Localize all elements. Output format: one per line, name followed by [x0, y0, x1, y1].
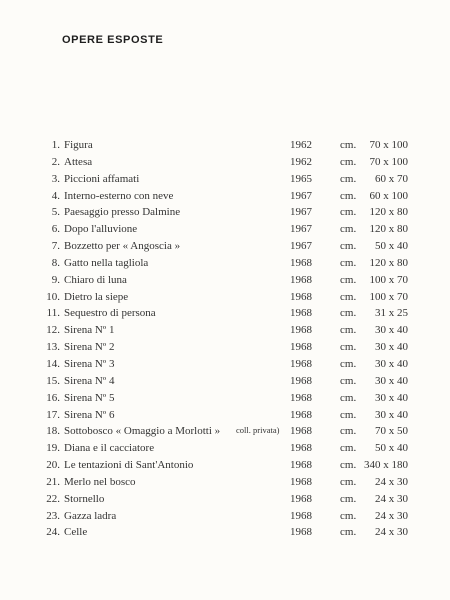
work-row: [0, 493, 450, 510]
work-dimensions: 70 x 50: [375, 425, 408, 438]
work-row: [0, 425, 450, 442]
work-title: Dopo l'alluvione: [64, 223, 138, 236]
work-dimensions: 30 x 40: [375, 324, 408, 337]
work-year: 1968: [290, 290, 312, 303]
work-number: 12.: [46, 324, 60, 337]
work-number: 17.: [46, 408, 60, 421]
work-number: 5.: [51, 206, 60, 219]
work-row: [0, 291, 450, 308]
work-number: 21.: [46, 475, 60, 488]
work-row: [0, 442, 450, 459]
work-unit: cm.: [340, 155, 357, 168]
work-year: 1968: [290, 357, 312, 370]
work-number: 24.: [46, 526, 60, 539]
work-dimensions: 30 x 40: [375, 391, 408, 404]
work-year: 1968: [290, 374, 312, 387]
work-year: 1968: [290, 341, 312, 354]
work-dimensions: 120 x 80: [369, 256, 408, 269]
work-title: Gatto nella tagliola: [64, 256, 149, 269]
work-number: 1.: [51, 139, 60, 151]
work-title: Bozzetto per « Angoscia »: [64, 240, 181, 253]
work-row: [0, 526, 450, 543]
work-year: 1962: [290, 139, 312, 151]
work-dimensions: 70 x 100: [369, 139, 408, 151]
work-title: Figura: [64, 139, 93, 151]
work-dimensions: 24 x 30: [375, 492, 408, 505]
work-dimensions: 100 x 70: [369, 273, 408, 286]
work-unit: cm.: [340, 189, 357, 202]
work-title: Sequestro di persona: [64, 307, 156, 320]
work-title: Interno-esterno con neve: [64, 189, 174, 202]
work-dimensions: 30 x 40: [375, 408, 408, 421]
work-unit: cm.: [340, 391, 357, 404]
work-title: Merlo nel bosco: [64, 475, 136, 488]
work-year: 1968: [290, 391, 312, 404]
work-row: [0, 358, 450, 375]
work-dimensions: 31 x 25: [375, 307, 408, 320]
work-row: [0, 409, 450, 426]
work-number: 15.: [46, 374, 60, 387]
work-year: 1968: [290, 509, 312, 522]
work-title: Chiaro di luna: [64, 273, 127, 286]
work-row: [0, 156, 450, 173]
work-row: [0, 392, 450, 409]
work-number: 20.: [46, 459, 60, 472]
work-year: 1968: [290, 256, 312, 269]
work-row: [0, 206, 450, 223]
work-number: 22.: [46, 492, 60, 505]
work-title: Dietro la siepe: [64, 290, 129, 303]
work-unit: cm.: [340, 526, 357, 539]
work-number: 13.: [46, 341, 60, 354]
work-number: 6.: [51, 223, 60, 236]
work-row: [0, 476, 450, 493]
work-number: 7.: [51, 240, 60, 253]
work-dimensions: 70 x 100: [369, 155, 408, 168]
work-number: 19.: [46, 442, 60, 455]
work-row: [0, 510, 450, 527]
work-title: Diana e il cacciatore: [64, 442, 155, 455]
work-unit: cm.: [340, 492, 357, 505]
work-year: 1967: [290, 206, 312, 219]
work-dimensions: 60 x 100: [369, 189, 408, 202]
work-dimensions: 340 x 180: [364, 459, 408, 472]
work-number: 23.: [46, 509, 60, 522]
work-note: coll. privata): [236, 425, 280, 436]
work-number: 14.: [46, 357, 60, 370]
work-dimensions: 100 x 70: [369, 290, 408, 303]
work-year: 1965: [290, 172, 312, 185]
work-row: [0, 324, 450, 341]
work-year: 1967: [290, 189, 312, 202]
work-title: Sottobosco « Omaggio a Morlotti »: [64, 425, 221, 438]
work-number: 18.: [46, 425, 60, 438]
work-year: 1962: [290, 155, 312, 168]
work-year: 1967: [290, 240, 312, 253]
work-number: 2.: [51, 155, 60, 168]
work-dimensions: 24 x 30: [375, 526, 408, 539]
work-row: [0, 274, 450, 291]
work-row: [0, 139, 450, 156]
work-dimensions: 120 x 80: [369, 206, 408, 219]
work-unit: cm.: [340, 206, 357, 219]
work-unit: cm.: [340, 240, 357, 253]
work-number: 9.: [51, 273, 60, 286]
work-dimensions: 50 x 40: [375, 240, 408, 253]
works-list: [0, 139, 450, 543]
work-title: Celle: [64, 526, 88, 539]
work-year: 1967: [290, 223, 312, 236]
work-year: 1968: [290, 442, 312, 455]
work-dimensions: 50 x 40: [375, 442, 408, 455]
work-unit: cm.: [340, 459, 357, 472]
work-title: Sirena Nº 4: [64, 374, 115, 387]
work-number: 3.: [51, 172, 60, 185]
work-title: Piccioni affamati: [64, 172, 140, 185]
work-year: 1968: [290, 475, 312, 488]
work-unit: cm.: [340, 172, 357, 185]
work-dimensions: 24 x 30: [375, 509, 408, 522]
work-row: [0, 307, 450, 324]
work-unit: cm.: [340, 341, 357, 354]
work-dimensions: 30 x 40: [375, 357, 408, 370]
work-dimensions: 30 x 40: [375, 341, 408, 354]
work-unit: cm.: [340, 408, 357, 421]
work-row: [0, 240, 450, 257]
work-title: Stornello: [64, 492, 105, 505]
work-row: [0, 257, 450, 274]
work-row: [0, 190, 450, 207]
work-unit: cm.: [340, 442, 357, 455]
work-row: [0, 173, 450, 190]
work-unit: cm.: [340, 273, 357, 286]
work-title: Sirena Nº 5: [64, 391, 115, 404]
work-title: Sirena Nº 2: [64, 341, 115, 354]
work-year: 1968: [290, 459, 312, 472]
work-number: 11.: [46, 307, 60, 320]
work-unit: cm.: [340, 256, 357, 269]
work-unit: cm.: [340, 475, 357, 488]
work-unit: cm.: [340, 425, 357, 438]
work-dimensions: 30 x 40: [375, 374, 408, 387]
work-number: 16.: [46, 391, 60, 404]
work-title: Sirena Nº 6: [64, 408, 115, 421]
work-year: 1968: [290, 307, 312, 320]
work-row: [0, 459, 450, 476]
work-unit: cm.: [340, 290, 357, 303]
work-title: Sirena Nº 3: [64, 357, 115, 370]
page-heading: OPERE ESPOSTE: [62, 34, 164, 46]
work-dimensions: 24 x 30: [375, 475, 408, 488]
work-dimensions: 120 x 80: [369, 223, 408, 236]
work-title: Gazza ladra: [64, 509, 117, 522]
work-unit: cm.: [340, 223, 357, 236]
work-row: [0, 341, 450, 358]
work-unit: cm.: [340, 139, 357, 151]
work-year: 1968: [290, 408, 312, 421]
work-year: 1968: [290, 273, 312, 286]
work-number: 10.: [46, 290, 60, 303]
work-unit: cm.: [340, 307, 357, 320]
work-year: 1968: [290, 526, 312, 539]
work-title: Sirena Nº 1: [64, 324, 115, 337]
work-year: 1968: [290, 324, 312, 337]
work-row: [0, 375, 450, 392]
work-number: 8.: [51, 256, 60, 269]
work-title: Paesaggio presso Dalmine: [64, 206, 181, 219]
work-year: 1968: [290, 425, 312, 438]
work-unit: cm.: [340, 374, 357, 387]
work-number: 4.: [51, 189, 60, 202]
work-title: Attesa: [64, 155, 93, 168]
work-year: 1968: [290, 492, 312, 505]
work-unit: cm.: [340, 357, 357, 370]
work-dimensions: 60 x 70: [375, 172, 408, 185]
work-row: [0, 223, 450, 240]
work-unit: cm.: [340, 509, 357, 522]
work-title: Le tentazioni di Sant'Antonio: [64, 459, 194, 472]
work-unit: cm.: [340, 324, 357, 337]
